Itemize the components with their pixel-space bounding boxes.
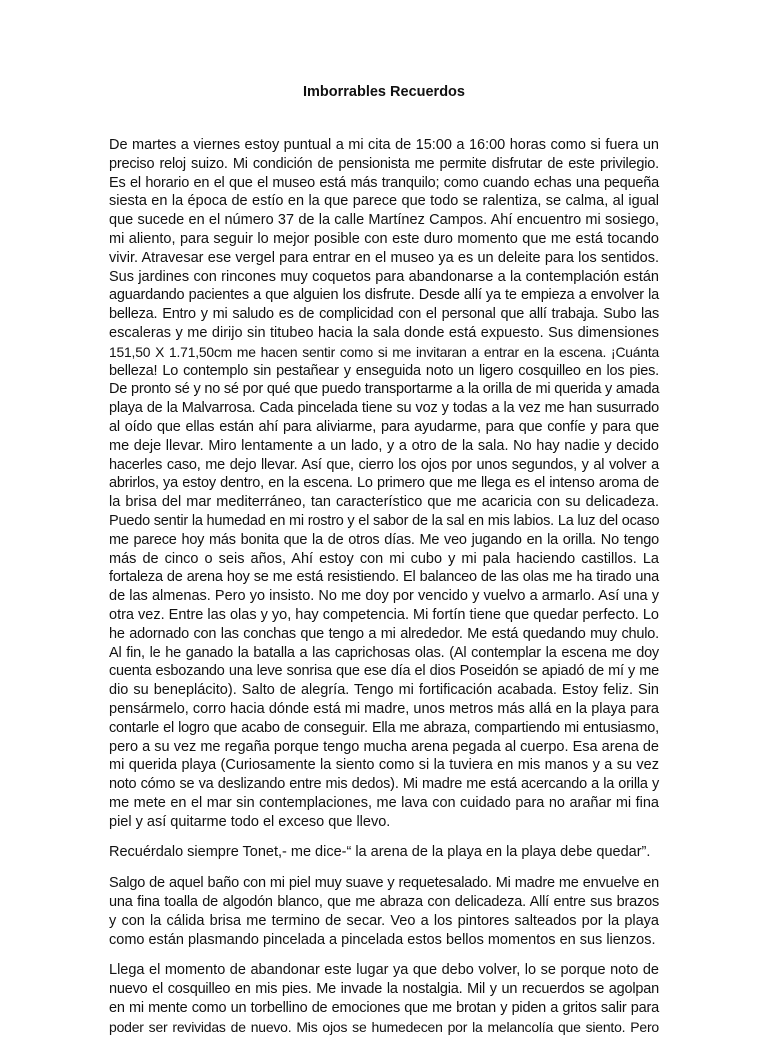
text-line: poder ser revividas de nuevo. Mis ojos se humedecen por la melancolía que siento. Pero <box>109 1018 659 1035</box>
text-line: mi querida playa (Curiosamente la siento como si la tuviera en mis manos y a su vez <box>109 757 659 774</box>
paragraph <box>109 843 659 862</box>
text-line: piel y así quitarme todo el exceso que llevo. <box>109 813 391 830</box>
paragraph <box>109 136 659 831</box>
text-line: me mete en el mar sin contemplaciones, me lava con cuidado para no arañar mi fina <box>109 794 659 811</box>
paragraph <box>109 874 659 949</box>
paragraph <box>109 961 659 1036</box>
text-line: fortaleza de arena hoy se me está resistiendo. El balanceo de las olas me ha tirado una <box>109 569 659 586</box>
text-line: pensármelo, corro hacia dónde está mi madre, unos metros más allá en la playa para <box>109 700 659 717</box>
text-line: Sus jardines con rincones muy coquetos para abandonarse a la contemplación están <box>109 268 659 285</box>
text-line: como están plasmando pincelada a pincelada estos bellos momentos en sus lienzos. <box>109 931 656 948</box>
text-line: escaleras y me dirijo sin titubeo hacia la sala donde está expuesto. Sus dimensiones <box>109 324 659 341</box>
text-line: una fina toalla de algodón blanco, que me abraza con delicadeza. Allí entre sus brazos <box>109 894 659 911</box>
text-line: contarle el logro que acabo de conseguir. Ella me abraza, compartiendo mi entusiasmo, <box>109 719 659 736</box>
text-line: hacerles caso, me dejo llevar. Así que, cierro los ojos por unos segundos, y al volver a <box>109 456 659 473</box>
text-line: más de cinco o seis años, Ahí estoy con mi cubo y mi pala haciendo castillos. La <box>109 550 659 567</box>
text-line: Recuérdalo siempre Tonet,- me dice-“ la arena de la playa en la playa debe quedar”. <box>109 844 651 861</box>
text-line: Al fin, le he ganado la batalla a las caprichosas olas. (Al contemplar la escena me doy <box>109 644 659 661</box>
text-line: de las almenas. Pero yo insisto. No me doy por vencido y vuelvo a armarlo. Así una y <box>109 588 659 605</box>
text-line: aguardando pacientes a que alguien los disfrute. Desde allí ya te empieza a envolver la <box>109 287 659 304</box>
text-line: belleza! Lo contemplo sin pestañear y enseguida noto un ligero cosquilleo en los pies. <box>109 362 659 379</box>
text-line: mi aliento, para seguir lo mejor posible con este duro momento que me está tocando <box>109 230 659 247</box>
text-line: que sucede en el número 37 de la calle Martínez Campos. Ahí encuentro mi sosiego, <box>109 212 659 229</box>
text-line: Llega el momento de abandonar este lugar ya que debo volver, lo se porque noto de <box>109 962 659 979</box>
text-line: nuevo el cosquilleo en mis pies. Me invade la nostalgia. Mil y un recuerdos se agolpan <box>109 981 659 998</box>
text-line: belleza. Entro y mi saludo es de complicidad con el personal que allí trabaja. Subo las <box>109 306 659 323</box>
document-title: Imborrables Recuerdos <box>303 84 465 100</box>
text-line: 151,50 X 1.71,50cm me hacen sentir como si me invitaran a entrar en la escena. ¡Cuánta <box>109 343 659 360</box>
text-line: preciso reloj suizo. Mi condición de pensionista me permite disfrutar de este privilegio. <box>109 155 659 172</box>
text-line: la brisa del mar mediterráneo, tan característico que me acaricia con su delicadeza. <box>109 494 659 511</box>
text-line: he adornado con las conchas que tengo a mi alrededor. Me está quedando muy chulo. <box>109 625 659 642</box>
text-line: siesta en la época de estío en la que parece que todo se ralentiza, se calma, al igual <box>109 193 659 210</box>
text-line: pero a su vez me regaña porque tengo mucha arena pegada al cuerpo. Esa arena de <box>109 738 659 755</box>
text-line: noto cómo se va deslizando entre mis dedos). Mi madre me está acercando a la orilla y <box>109 776 659 793</box>
text-line: De pronto sé y no sé por qué que puedo transportarme a la orilla de mi querida y amada <box>109 381 660 398</box>
text-line: en mi mente como un torbellino de emociones que me brotan y piden a gritos salir para <box>109 1000 659 1017</box>
text-line: De martes a viernes estoy puntual a mi cita de 15:00 a 16:00 horas como si fuera un <box>109 137 659 153</box>
text-line: al oído que ellas están ahí para aliviarme, para ayudarme, para que confíe y para que <box>109 418 659 435</box>
text-line: y con la cálida brisa me termino de secar. Veo a los pintores salteados por la playa <box>109 912 659 929</box>
text-line: cuenta esbozando una leve sonrisa que ese día el dios Poseidón se apiadó de mí y me <box>109 663 659 680</box>
text-line: me parece hoy más bonita que la de otros días. Me veo jugando en la orilla. No tengo <box>109 531 659 548</box>
text-line: me deje llevar. Miro lentamente a un lado, y a otro de la sala. No hay nadie y decido <box>109 437 659 454</box>
text-line: otra vez. Entre las olas y yo, hay competencia. Mi fortín tiene que quedar perfecto. Lo <box>109 606 659 623</box>
document-body <box>109 136 659 1049</box>
text-line: Puedo sentir la humedad en mi rostro y el sabor de la sal en mis labios. La luz del ocaso <box>109 512 660 529</box>
text-line: Es el horario en el que el museo está más tranquilo; como cuando echas una pequeña <box>109 174 659 191</box>
text-line: abrirlos, ya estoy dentro, en la escena. Lo primero que me llega es el intenso aroma de <box>109 475 659 492</box>
text-line: dio su beneplácito). Salto de alegría. Tengo mi fortificación acabada. Estoy feliz. Sin <box>109 682 659 699</box>
text-line: playa de la Malvarrosa. Cada pincelada tiene su voz y todas a la vez me han susurrado <box>109 400 659 417</box>
text-line: vivir. Atravesar ese vergel para entrar en el museo ya es un deleite para los sentidos. <box>109 249 659 266</box>
text-line: Salgo de aquel baño con mi piel muy suave y requetesalado. Mi madre me envuelve en <box>109 875 659 892</box>
